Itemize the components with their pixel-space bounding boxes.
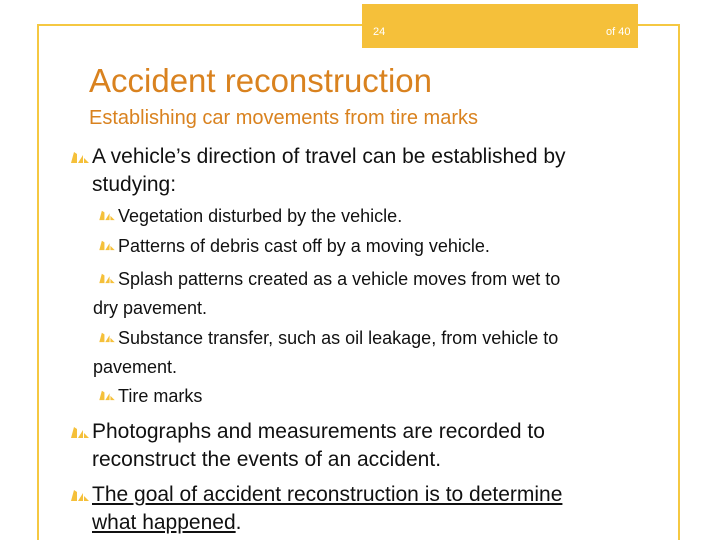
subpoint-vegetation [118, 202, 402, 231]
bullet-wing-icon [70, 425, 90, 439]
subpoint-debris [118, 232, 490, 261]
bullet-point-goal [92, 481, 562, 537]
bullet-point-direction [92, 143, 566, 199]
bullet-wing-icon [98, 389, 116, 401]
slide-title: Accident reconstruction [89, 62, 433, 99]
bullet-wing-icon [98, 331, 116, 343]
bullet-line-tail: . [235, 511, 242, 534]
page-number-bar [362, 4, 638, 48]
bullet-line: Photographs and measurements are recorded to [92, 420, 545, 443]
bullet-wing-icon [70, 150, 90, 164]
bullet-line: A vehicle’s direction of travel can be established by [92, 145, 566, 168]
subpoint-transfer [93, 324, 559, 382]
slide-subtitle: Establishing car movements from tire marks [89, 107, 479, 129]
subpoint-splash [93, 265, 561, 323]
bullet-wing-icon [70, 488, 90, 502]
page-total: of 40 [606, 26, 631, 38]
subpoint-tire-marks [118, 382, 202, 411]
bullet-line: The goal of accident reconstruction is to determine [92, 483, 563, 506]
bullet-line-wrap [92, 509, 562, 537]
subpoint-line: pavement. [93, 357, 178, 377]
subpoint-line: Patterns of debris cast off by a moving vehicle. [118, 236, 490, 256]
bullet-line-underlined: what happened [92, 511, 236, 534]
subpoint-line: Splash patterns created as a vehicle moves from wet to [118, 269, 561, 289]
subpoint-line: dry pavement. [93, 298, 208, 318]
bullet-wing-icon [98, 209, 116, 221]
page-number: 24 [373, 26, 386, 38]
subpoint-line: Tire marks [118, 386, 203, 406]
bullet-wing-icon [98, 239, 116, 251]
subpoint-line: Vegetation disturbed by the vehicle. [118, 206, 403, 226]
bullet-point-photographs [92, 418, 545, 474]
subpoint-line: Substance transfer, such as oil leakage, from vehicle to [118, 328, 559, 348]
bullet-line: studying: [92, 173, 177, 196]
bullet-wing-icon [98, 272, 116, 284]
bullet-line: reconstruct the events of an accident. [92, 448, 442, 471]
